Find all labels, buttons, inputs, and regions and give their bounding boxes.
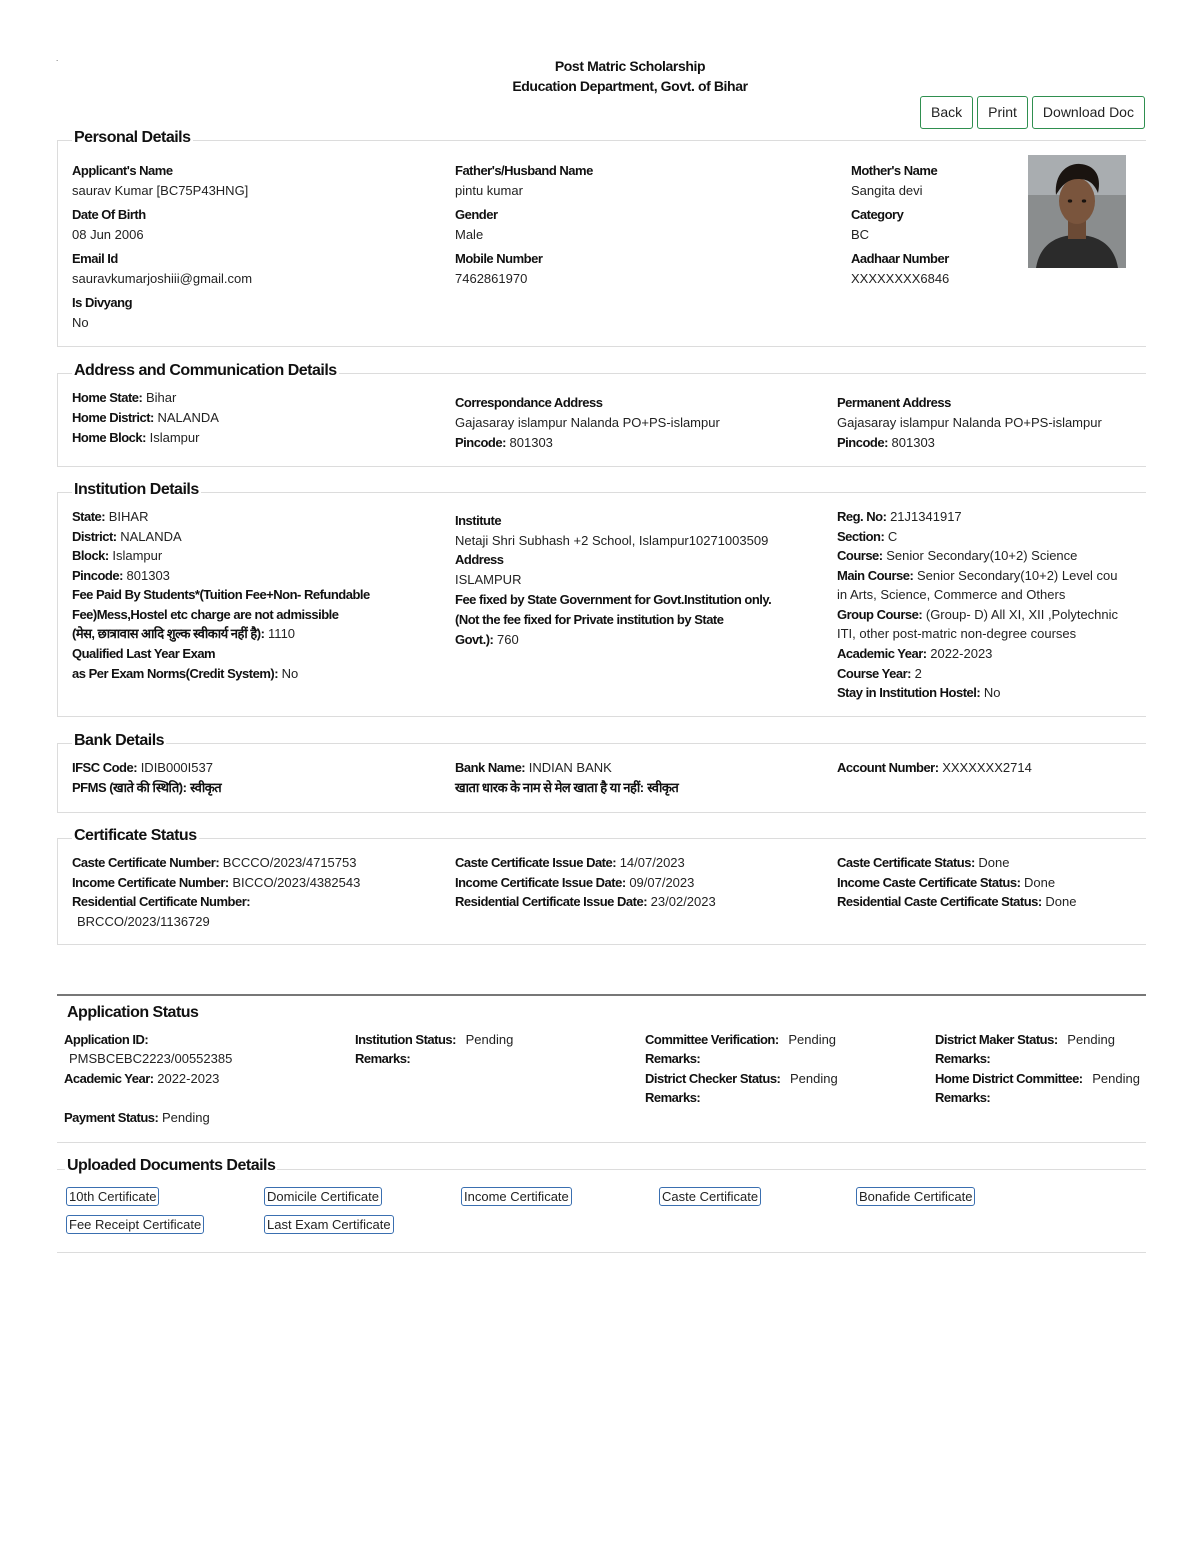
permanent-pincode-label: Pincode: xyxy=(837,435,888,450)
home-district-label: Home District: xyxy=(72,410,154,425)
main-course-value-cont: in Arts, Science, Commerce and Others xyxy=(837,587,1066,602)
application-id-value: PMSBCEBC2223/00552385 xyxy=(69,1051,233,1066)
aadhaar-value: XXXXXXXX6846 xyxy=(851,271,950,286)
category-label: Category xyxy=(851,207,904,222)
dob-label: Date Of Birth xyxy=(72,207,146,222)
course-label: Course: xyxy=(837,548,883,563)
dob-value: 08 Jun 2006 xyxy=(72,227,144,242)
caste-cert-number-value: BCCCO/2023/4715753 xyxy=(222,855,357,870)
payment-status-value: Pending xyxy=(162,1110,210,1125)
reg-no-label: Reg. No: xyxy=(837,509,887,524)
father-name-value: pintu kumar xyxy=(455,183,523,198)
correspondence-pincode-label: Pincode: xyxy=(455,435,506,450)
stray-dot: . xyxy=(56,54,59,63)
hostel-label: Stay in Institution Hostel: xyxy=(837,685,981,700)
documents-legend: Uploaded Documents Details xyxy=(67,1157,276,1174)
bank-name-label: Bank Name: xyxy=(455,760,526,775)
applicant-name-value: saurav Kumar [BC75P43HNG] xyxy=(72,183,249,198)
district-maker-label: District Maker Status: xyxy=(935,1032,1058,1047)
inst-district-label: District: xyxy=(72,529,117,544)
inst-district-value: NALANDA xyxy=(120,529,182,544)
hostel-value: No xyxy=(983,685,1001,700)
institution-section xyxy=(57,492,1146,717)
caste-cert-date-label: Caste Certificate Issue Date: xyxy=(455,855,617,870)
mobile-value: 7462861970 xyxy=(455,271,528,286)
inst-block-value: Islampur xyxy=(112,548,163,563)
district-checker-label: District Checker Status: xyxy=(645,1071,781,1086)
correspondence-address-label: Correspondance Address xyxy=(455,395,603,410)
certificate-legend: Certificate Status xyxy=(74,827,197,844)
mother-name-label: Mother's Name xyxy=(851,163,938,178)
committee-verification-value: Pending xyxy=(788,1032,837,1047)
account-number-value: XXXXXXX2714 xyxy=(942,760,1032,775)
documents-divider xyxy=(57,1142,1146,1143)
account-number-label: Account Number: xyxy=(837,760,939,775)
group-course-label: Group Course: xyxy=(837,607,923,622)
mother-name-value: Sangita devi xyxy=(851,183,923,198)
fee-paid-label-line2: Fee)Mess,Hostel etc charge are not admissible xyxy=(72,607,339,622)
income-cert-number-label: Income Certificate Number: xyxy=(72,875,229,890)
inst-pincode-label: Pincode: xyxy=(72,568,123,583)
main-course-value: Senior Secondary(10+2) Level cou xyxy=(916,568,1118,583)
institution-remarks-label: Remarks: xyxy=(355,1051,411,1066)
email-label: Email Id xyxy=(72,251,118,266)
home-block-value: Islampur xyxy=(149,430,200,445)
bottom-rule xyxy=(57,1252,1146,1253)
inst-state-value: BIHAR xyxy=(108,509,149,524)
home-state-label: Home State: xyxy=(72,390,143,405)
section-label: Section: xyxy=(837,529,885,544)
course-value: Senior Secondary(10+2) Science xyxy=(886,548,1078,563)
name-match-label: खाता धारक के नाम से मेल खाता है या नहीं: xyxy=(455,780,644,795)
inst-address-label: Address xyxy=(455,552,504,567)
income-cert-date-value: 09/07/2023 xyxy=(629,875,695,890)
personal-details-section xyxy=(57,140,1146,347)
main-course-label: Main Course: xyxy=(837,568,914,583)
residential-cert-status-value: Done xyxy=(1045,894,1077,909)
caste-cert-status-value: Done xyxy=(978,855,1010,870)
inst-academic-year-label: Academic Year: xyxy=(837,646,927,661)
payment-status-label: Payment Status: xyxy=(64,1110,159,1125)
reg-no-value: 21J1341917 xyxy=(890,509,962,524)
income-cert-number-value: BICCO/2023/4382543 xyxy=(232,875,361,890)
inst-academic-year-value: 2022-2023 xyxy=(930,646,993,661)
home-district-committee-value: Pending xyxy=(1092,1071,1140,1086)
name-match-value: स्वीकृत xyxy=(647,780,679,795)
home-state-value: Bihar xyxy=(145,390,177,405)
ifsc-value: IDIB000I537 xyxy=(140,760,213,775)
permanent-pincode-value: 801303 xyxy=(891,435,935,450)
doc-income-certificate[interactable]: Income Certificate xyxy=(461,1187,572,1206)
course-year-label: Course Year: xyxy=(837,666,911,681)
doc-domicile-certificate[interactable]: Domicile Certificate xyxy=(264,1187,382,1206)
district-checker-value: Pending xyxy=(790,1071,838,1086)
home-district-committee-label: Home District Committee: xyxy=(935,1071,1083,1086)
course-year-value: 2 xyxy=(914,666,922,681)
residential-cert-date-label: Residential Certificate Issue Date: xyxy=(455,894,648,909)
permanent-address-value: Gajasaray islampur Nalanda PO+PS-islampur xyxy=(837,415,1102,430)
page-title: Post Matric Scholarship xyxy=(554,58,706,74)
home-district-value: NALANDA xyxy=(157,410,219,425)
exam-norms-value: No xyxy=(281,666,299,681)
fee-fixed-label-line1: Fee fixed by State Government for Govt.Institution only. xyxy=(455,592,772,607)
group-course-value: (Group- D) All XI, XII ,Polytechnic xyxy=(925,607,1119,622)
home-district-committee-remarks-label: Remarks: xyxy=(935,1090,991,1105)
gender-value: Male xyxy=(455,227,484,242)
ifsc-label: IFSC Code: xyxy=(72,760,138,775)
personal-details-legend: Personal Details xyxy=(74,129,191,146)
fee-paid-label-line1: Fee Paid By Students*(Tuition Fee+Non- Refundable xyxy=(72,587,370,602)
fee-fixed-label-line2: (Not the fee fixed for Private institution by State xyxy=(455,612,724,627)
district-maker-remarks-label: Remarks: xyxy=(935,1051,991,1066)
fee-paid-label-line3: (मेस, छात्रावास आदि शुल्क स्वीकार्य नहीं है): xyxy=(72,626,265,641)
fee-fixed-value: 760 xyxy=(497,632,519,647)
institute-label: Institute xyxy=(455,513,502,528)
institution-status-label: Institution Status: xyxy=(355,1032,456,1047)
applicant-photo xyxy=(1028,155,1126,268)
pfms-value: स्वीकृत xyxy=(190,780,222,795)
inst-pincode-value: 801303 xyxy=(126,568,170,583)
inst-state-label: State: xyxy=(72,509,106,524)
institution-status-value: Pending xyxy=(465,1032,514,1047)
father-name-label: Father's/Husband Name xyxy=(455,163,593,178)
committee-remarks-label: Remarks: xyxy=(645,1051,701,1066)
address-section xyxy=(57,373,1146,467)
aadhaar-label: Aadhaar Number xyxy=(851,251,949,266)
section-value: C xyxy=(887,529,898,544)
page-subtitle: Education Department, Govt. of Bihar xyxy=(512,78,748,94)
caste-cert-status-label: Caste Certificate Status: xyxy=(837,855,975,870)
caste-cert-number-label: Caste Certificate Number: xyxy=(72,855,220,870)
pfms-label: PFMS (खाते की स्थिति): xyxy=(72,780,187,795)
income-cert-status-label: Income Caste Certificate Status: xyxy=(837,875,1021,890)
permanent-address-label: Permanent Address xyxy=(837,395,951,410)
gender-label: Gender xyxy=(455,207,498,222)
person-photo-icon xyxy=(1028,155,1126,268)
print-button[interactable]: Print xyxy=(977,96,1028,129)
app-academic-year-value: 2022-2023 xyxy=(157,1071,220,1086)
doc-bonafide-certificate[interactable]: Bonafide Certificate xyxy=(856,1187,975,1206)
toolbar xyxy=(920,96,1146,129)
application-status-legend: Application Status xyxy=(67,1004,199,1021)
email-value: sauravkumarjoshiii@gmail.com xyxy=(72,271,253,286)
certificate-section xyxy=(57,838,1146,945)
residential-cert-number-label: Residential Certificate Number: xyxy=(72,894,251,909)
district-maker-value: Pending xyxy=(1067,1032,1115,1047)
fee-paid-value: 1110 xyxy=(268,626,296,641)
caste-cert-date-value: 14/07/2023 xyxy=(619,855,685,870)
category-value: BC xyxy=(851,227,870,242)
app-academic-year-label: Academic Year: xyxy=(64,1071,154,1086)
download-doc-button[interactable]: Download Doc xyxy=(1032,96,1145,129)
group-course-value-cont: ITI, other post-matric non-degree courses xyxy=(837,626,1077,641)
application-id-label: Application ID: xyxy=(64,1032,149,1047)
back-button[interactable]: Back xyxy=(920,96,973,129)
bank-name-value: INDIAN BANK xyxy=(528,760,612,775)
residential-cert-number-value: BRCCO/2023/1136729 xyxy=(77,914,210,929)
income-cert-status-value: Done xyxy=(1024,875,1056,890)
correspondence-address-value: Gajasaray islampur Nalanda PO+PS-islampur xyxy=(455,415,720,430)
bank-section xyxy=(57,743,1146,813)
doc-10th-certificate[interactable]: 10th Certificate xyxy=(66,1187,159,1206)
residential-cert-status-label: Residential Caste Certificate Status: xyxy=(837,894,1042,909)
district-checker-remarks-label: Remarks: xyxy=(645,1090,701,1105)
fee-fixed-label-line3: Govt.): xyxy=(455,632,494,647)
divyang-value: No xyxy=(72,315,89,330)
institution-legend: Institution Details xyxy=(74,481,199,498)
correspondence-pincode-value: 801303 xyxy=(509,435,553,450)
application-status-divider xyxy=(57,994,1146,996)
inst-block-label: Block: xyxy=(72,548,109,563)
inst-address-value: ISLAMPUR xyxy=(455,572,522,587)
mobile-label: Mobile Number xyxy=(455,251,543,266)
home-block-label: Home Block: xyxy=(72,430,146,445)
qualified-last-year-label: Qualified Last Year Exam xyxy=(72,646,216,661)
doc-caste-certificate[interactable]: Caste Certificate xyxy=(659,1187,761,1206)
doc-fee-receipt-certificate[interactable]: Fee Receipt Certificate xyxy=(66,1215,204,1234)
bank-legend: Bank Details xyxy=(74,732,165,749)
committee-verification-label: Committee Verification: xyxy=(645,1032,779,1047)
institute-value: Netaji Shri Subhash +2 School, Islampur10271003509 xyxy=(455,533,769,548)
income-cert-date-label: Income Certificate Issue Date: xyxy=(455,875,626,890)
exam-norms-label: as Per Exam Norms(Credit System): xyxy=(72,666,279,681)
residential-cert-date-value: 23/02/2023 xyxy=(650,894,716,909)
divyang-label: Is Divyang xyxy=(72,295,133,310)
applicant-name-label: Applicant's Name xyxy=(72,163,173,178)
doc-last-exam-certificate[interactable]: Last Exam Certificate xyxy=(264,1215,394,1234)
address-legend: Address and Communication Details xyxy=(74,362,337,379)
